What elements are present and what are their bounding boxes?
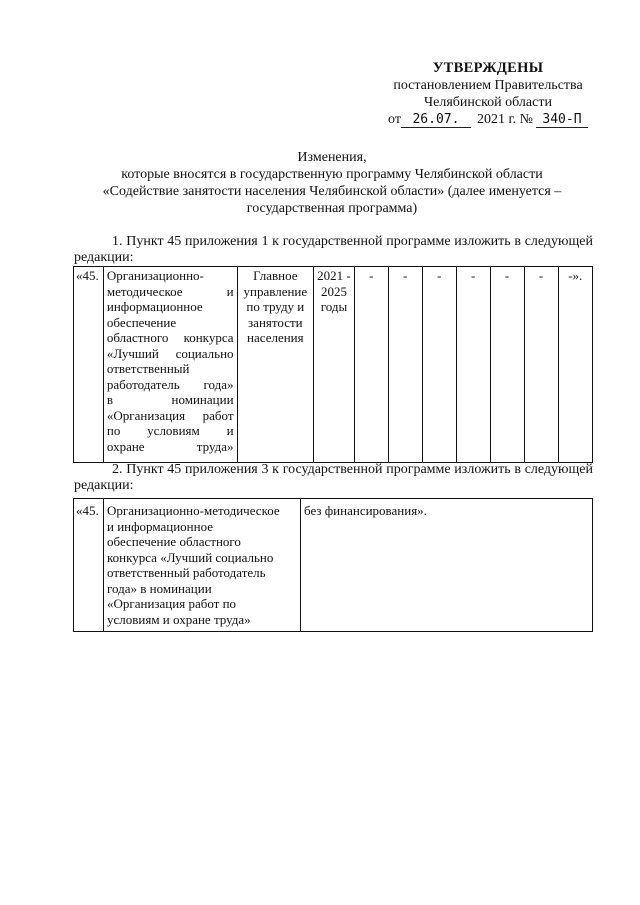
document-number: 340-П xyxy=(536,112,588,128)
heading-line-1: Изменения, xyxy=(297,150,367,165)
table1-cell: - xyxy=(524,267,558,463)
table1-years-line: годы xyxy=(320,299,348,314)
table1-cell: - xyxy=(490,267,524,463)
table1-number: «45. xyxy=(74,267,104,463)
table1-years-line: 2025 xyxy=(320,283,347,299)
table2-name-line: ответственный работодатель xyxy=(107,565,266,580)
table1-name xyxy=(103,267,237,463)
table1-executor xyxy=(237,267,314,463)
table1-name-line: информационное xyxy=(106,299,203,314)
table1-name-line: «Организация работ xyxy=(106,407,234,423)
table-row xyxy=(74,267,593,463)
document-heading xyxy=(70,149,594,217)
table-row xyxy=(74,499,593,632)
table1-cell: - xyxy=(388,267,422,463)
approval-date-line xyxy=(378,111,598,128)
table1-executor-line: по труду и xyxy=(246,299,305,314)
table1-name-line: охране труда» xyxy=(106,438,234,454)
table1-cell: - xyxy=(354,267,388,463)
table2-name-line: конкурса «Лучший социально xyxy=(107,549,274,565)
table2-name xyxy=(104,499,301,632)
paragraph-1-text: 1. Пункт 45 приложения 1 к государственной программе изложить в следующей редакции: xyxy=(74,234,593,265)
table1-cell-last: -». xyxy=(558,267,592,463)
paragraph-2-text: 2. Пункт 45 приложения 3 к государственной программе изложить в следующей редакции: xyxy=(74,462,593,493)
table-appendix-3 xyxy=(73,498,593,632)
table2-name-line: обеспечение областного xyxy=(107,534,241,549)
heading-line-3: «Содействие занятости населения Челябинской области» (далее именуется – xyxy=(102,184,562,199)
paragraph-2 xyxy=(74,462,593,494)
table1-years xyxy=(314,267,355,463)
table2-financing: без финансирования». xyxy=(301,499,593,632)
table1-name-line: Организационно- xyxy=(106,268,204,283)
table1-cell: - xyxy=(422,267,456,463)
table1-executor-line: Главное xyxy=(253,268,298,283)
table1-name-line: в номинации xyxy=(106,392,234,407)
table2-number: «45. xyxy=(74,499,104,632)
table1-years-line: 2021 - xyxy=(317,268,351,283)
heading-line-4: государственная программа) xyxy=(246,201,418,216)
approval-title: УТВЕРЖДЕНЫ xyxy=(432,60,544,76)
table2-name-line: условиям и охране труда» xyxy=(107,611,251,627)
table1-executor-line: занятости xyxy=(248,314,303,330)
date-year: 2021 г. № xyxy=(476,112,533,127)
date-prefix: от xyxy=(388,112,401,127)
table1-name-line: работодатель года» xyxy=(106,376,234,392)
approval-stamp xyxy=(378,60,598,128)
table2-name-line: «Организация работ по xyxy=(107,596,237,611)
approval-line-1: постановлением Правительства xyxy=(393,78,583,93)
table1-executor-line: управление xyxy=(243,283,308,299)
paragraph-1 xyxy=(74,234,593,266)
table2-name-line: и информационное xyxy=(107,518,214,534)
heading-line-2: которые вносятся в государственную программу Челябинской области xyxy=(121,167,543,182)
table1-executor-line: населения xyxy=(247,330,304,345)
table1-name-line: по условиям и xyxy=(106,423,234,438)
table1-name-line: «Лучший социально xyxy=(106,345,234,361)
table1-name-line: ответственный xyxy=(106,361,190,376)
table1-name-line: методическое и xyxy=(106,283,234,299)
table-appendix-1 xyxy=(73,266,593,463)
approval-line-2: Челябинской области xyxy=(424,95,552,110)
table2-name-line: года» в номинации xyxy=(107,580,212,596)
table2-name-line: Организационно-методическое xyxy=(107,503,280,518)
date-value: 26.07. xyxy=(401,112,471,128)
table1-name-line: обеспечение xyxy=(106,314,177,330)
table1-cell: - xyxy=(456,267,490,463)
table1-name-line: областного конкурса xyxy=(106,330,234,345)
